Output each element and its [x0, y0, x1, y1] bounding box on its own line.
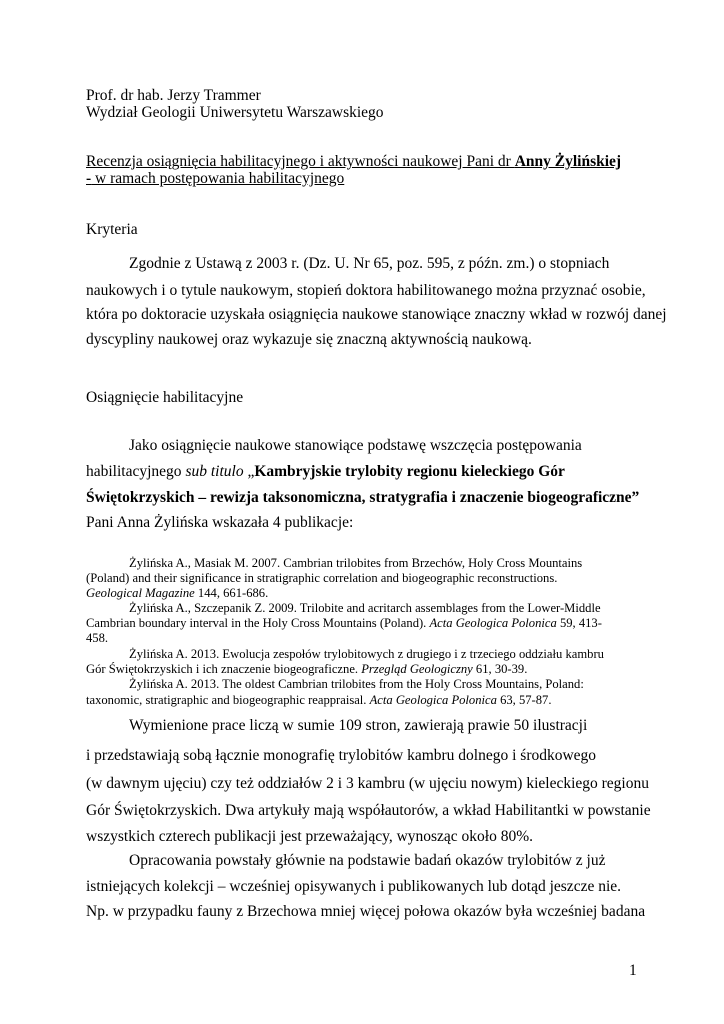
achievement-line: Jako osiągnięcie naukowe stanowiące podstawę wszczęcia postępowania [129, 437, 582, 454]
author-affiliation: Wydział Geologii Uniwersytetu Warszawskiego [86, 104, 384, 121]
criteria-line: naukowych i o tytule naukowym, stopień doktora habilitowanego można przyznać osobie, [86, 282, 646, 299]
body-line: istniejących kolekcji – wcześniej opisywanych i publikowanych lub dotąd jeszcze nie. [86, 878, 622, 895]
body-line: wszystkich czterech publikacji jest przeważający, wynosząc około 80%. [86, 828, 534, 845]
achievement-title-line: Świętokrzyskich – rewizja taksonomiczna, stratygrafia i znaczenie biogeograficzne” [86, 489, 640, 506]
body-line: (w dawnym ujęciu) czy też oddziałów 2 i 3 kambru (w ujęciu nowym) kieleckiego regionu [86, 775, 649, 792]
body-line: Gór Świętokrzyskich. Dwa artykuły mają współautorów, a wkład Habilitantki w powstanie [86, 802, 651, 819]
achievement-line: habilitacyjnego sub titulo „Kambryjskie trylobity regionu kieleckiego Gór [86, 463, 565, 480]
body-line: Np. w przypadku fauny z Brzechowa mniej więcej połowa okazów była wcześniej badana [86, 903, 646, 920]
body-line: Wymienione prace liczą w sumie 109 stron, zawierają prawie 50 ilustracji [129, 717, 588, 734]
body-line: Opracowania powstały głównie na podstawie badań okazów trylobitów z już [129, 852, 606, 869]
review-title-line-2: - w ramach postępowania habilitacyjnego [86, 170, 345, 187]
review-title-line-1: Recenzja osiągnięcia habilitacyjnego i aktywności naukowej Pani dr Anny Żylińskiej [86, 153, 622, 170]
publication-2-line: Cambrian boundary interval in the Holy Cross Mountains (Poland). Acta Geologica Polonica 59, 413- [86, 616, 602, 630]
publication-4-line: taxonomic, stratigraphic and biogeographic reappraisal. Acta Geologica Polonica 63, 57-87. [86, 693, 552, 707]
publication-4-line: Żylińska A. 2013. The oldest Cambrian trilobites from the Holy Cross Mountains, Poland: [129, 677, 584, 691]
page-number: 1 [629, 962, 637, 979]
body-line: i przedstawiają sobą łącznie monografię trylobitów kambru dolnego i środkowego [86, 747, 597, 764]
publication-3-line: Żylińska A. 2013. Ewolucja zespołów trylobitowych z drugiego i z trzeciego oddziału kambru [129, 647, 604, 661]
publication-2-line: 458. [86, 631, 109, 645]
author-name: Prof. dr hab. Jerzy Trammer [86, 87, 261, 104]
publication-2-line: Żylińska A., Szczepanik Z. 2009. Trilobite and acritarch assemblages from the Lower-Middle [129, 601, 601, 615]
publication-1-line: Geological Magazine 144, 661-686. [86, 586, 269, 600]
publication-3-line: Gór Świętokrzyskich i ich znaczenie biogeograficzne. Przegląd Geologiczny 61, 30-39. [86, 662, 528, 676]
achievement-line: Pani Anna Żylińska wskazała 4 publikacje: [86, 514, 354, 531]
criteria-line: dyscypliny naukowej oraz wykazuje się znaczną aktywnością naukową. [86, 331, 532, 348]
section-heading-criteria: Kryteria [86, 221, 138, 238]
publication-1-line: Żylińska A., Masiak M. 2007. Cambrian trilobites from Brzechów, Holy Cross Mountains [129, 556, 583, 570]
criteria-line: która po doktoracie uzyskała osiągnięcia naukowe stanowiące znaczny wkład w rozwój danej [86, 306, 667, 323]
publication-1-line: (Poland) and their significance in stratigraphic correlation and biogeographic reconstructions. [86, 571, 558, 585]
section-heading-achievement: Osiągnięcie habilitacyjne [86, 389, 244, 406]
criteria-line: Zgodnie z Ustawą z 2003 r. (Dz. U. Nr 65, poz. 595, z późn. zm.) o stopniach [129, 255, 610, 272]
